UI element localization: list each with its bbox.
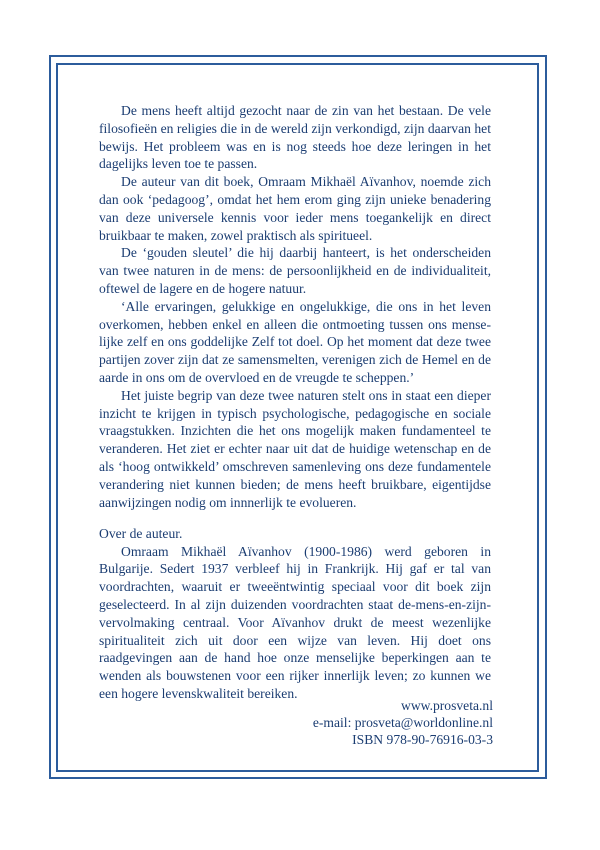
intro-paragraph: De ‘gouden sleutel’ die hij daarbij hanteert, is het onderscheiden van twee naturen in de mens: de persoonlijkheid en de individualiteit, oftewel de lagere en de hogere natuur. — [99, 245, 491, 296]
about-paragraph: Omraam Mikhaël Aïvanhov (1900-1986) werd geboren in Bulgarije. Sedert 1937 verbleef hij in Frankrijk. Hij gaf er tal van voordrachten, waaruit er tweeëntwintig speciaal voor dit boek zijn geselecteerd. In al zijn duizenden voordrachten staat de-mens-en-zijn-vervolmaking centraal. Voor Aïvanhov drukt de meest wezenlijke spiritualiteit zich uit door een wijze van leven. Hij doet ons raadgevingen aan de hand hoe onze menselijke beperkingen aan te wenden als bouwstenen voor een rijker innerlijk leven; zo kunnen we een hogere levenskwaliteit bereiken. — [99, 543, 491, 701]
publisher-info — [313, 697, 493, 749]
intro-paragraph: De auteur van dit boek, Omraam Mikhaël Aïvanhov, noemde zich dan ook ‘pedagoog’, omdat het hem erom ging zijn unieke benadering van deze universele kennis voor ieder mens toegankelijk en direct bruikbaar te maken, zowel praktisch als spiritueel. — [99, 174, 491, 243]
about-heading: Over de auteur. — [99, 525, 183, 541]
isbn-text: ISBN 978-90-76916-03-3 — [352, 732, 493, 748]
intro-paragraph: De mens heeft altijd gezocht naar de zin van het bestaan. De vele filosofieën en religies die in de wereld zijn verkondigd, zijn daarvan het bewijs. Het probleem was en is nog steeds hoe deze leringen in het dagelijks leven toe te passen. — [99, 103, 491, 172]
section-spacer — [99, 511, 491, 524]
quote-paragraph: ‘Alle ervaringen, gelukkige en ongelukkige, die ons in het leven overkomen, hebben enkel en alleen die ontmoeting tussen ons menselijke zelf en ons goddelijke Zelf tot doel. Op het moment dat deze twee partijen zover zijn dat ze samensmelten, verenigen zich de Hemel en de aarde in ons om de overvloed en de vreugde te scheppen.’ — [99, 298, 491, 385]
website-link[interactable]: www.prosveta.nl — [401, 698, 493, 713]
back-cover-text — [99, 102, 491, 703]
email-link[interactable]: e-mail: prosveta@worldonline.nl — [312, 715, 493, 731]
intro-paragraph: Het juiste begrip van deze twee naturen stelt ons in staat een dieper inzicht te krijgen in typisch psychologische, pedagogische en sociale vraagstukken. Inzichten die het ons mogelijk maken fundamenteel te veranderen. Het ziet er echter naar uit dat de huidige wetenschap en de als ‘hoog ontwikkeld’ omschreven samenleving ons deze fundamentele verandering niet kunnen bieden; de mens heeft bruikbare, eigentijdse aanwijzingen nodig om innnerlijk te evolueren. — [99, 387, 491, 510]
